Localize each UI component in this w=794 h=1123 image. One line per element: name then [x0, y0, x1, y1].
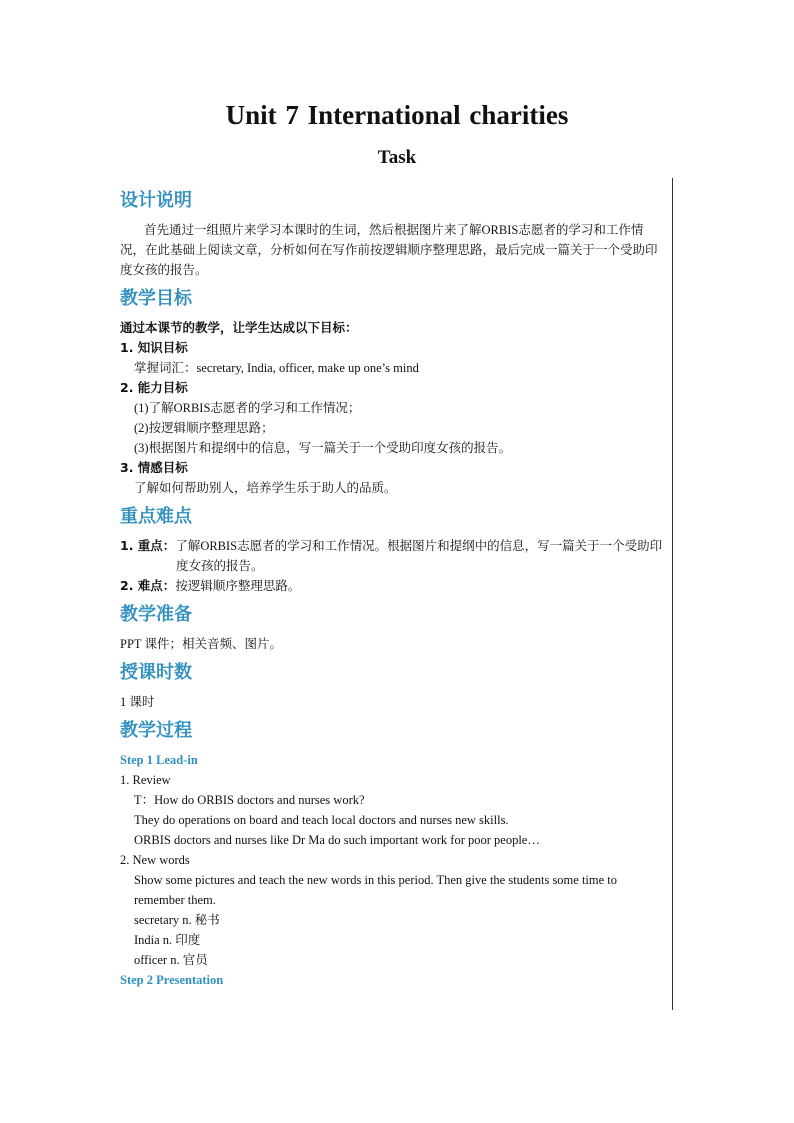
ability-title: 2. 能力目标 — [120, 380, 188, 395]
time-heading: 授课时数 — [120, 662, 192, 683]
goals-heading: 教学目标 — [120, 288, 192, 309]
ability-item: (3)根据图片和提纲中的信息，写一篇关于一个受助印度女孩的报告。 — [134, 441, 512, 455]
knowledge-title: 1. 知识目标 — [120, 340, 188, 355]
emotion-text: 了解如何帮助别人，培养学生乐于助人的品质。 — [134, 481, 397, 495]
step-2-title: Step 2 Presentation — [120, 973, 224, 987]
ability-item: (2)按逻辑顺序整理思路； — [134, 421, 274, 435]
review-title: 1. Review — [120, 773, 171, 787]
key-heading: 重点难点 — [120, 506, 192, 527]
vocab-item: secretary n. 秘书 — [134, 913, 220, 927]
time-text: 1 课时 — [120, 695, 155, 709]
step-1-title: Step 1 Lead-in — [120, 753, 198, 767]
prep-text: PPT 课件；相关音频、图片。 — [120, 637, 282, 651]
new-words-text: Show some pictures and teach the new words in this period. Then give the students some time to remember them. — [134, 873, 618, 907]
prep-heading: 教学准备 — [120, 604, 192, 625]
page-subtitle: Task — [377, 147, 417, 168]
knowledge-text: 掌握词汇：secretary, India, officer, make up one’s mind — [134, 361, 419, 375]
vocab-item: India n. 印度 — [134, 933, 201, 947]
page-title: Unit 7 International charities — [225, 100, 569, 130]
review-line: ORBIS doctors and nurses like Dr Ma do such important work for poor people… — [134, 833, 540, 847]
new-words-title: 2. New words — [120, 853, 190, 867]
lesson-content — [120, 188, 668, 990]
emotion-title: 3. 情感目标 — [120, 460, 188, 475]
difficulty-text: 按逻辑顺序整理思路。 — [175, 579, 301, 593]
review-line: T：How do ORBIS doctors and nurses work? — [134, 793, 365, 807]
key-text: 了解ORBIS志愿者的学习和工作情况。根据图片和提纲中的信息，写一篇关于一个受助印度女孩的报告。 — [175, 539, 663, 573]
review-line: They do operations on board and teach local doctors and nurses new skills. — [134, 813, 509, 827]
design-text: 首先通过一组照片来学习本课时的生词，然后根据图片来了解ORBIS志愿者的学习和工作情况，在此基础上阅读文章，分析如何在写作前按逻辑顺序整理思路，最后完成一篇关于一个受助印度女孩的报告。 — [120, 223, 658, 277]
process-heading: 教学过程 — [120, 720, 192, 741]
difficulty-point — [120, 576, 668, 596]
goals-intro: 通过本课节的教学，让学生达成以下目标： — [120, 320, 358, 335]
key-label: 1. 重点： — [120, 538, 176, 553]
design-heading: 设计说明 — [120, 190, 192, 211]
margin-divider — [672, 178, 673, 1010]
difficulty-label: 2. 难点： — [120, 578, 176, 593]
key-point — [120, 536, 668, 576]
ability-item: (1)了解ORBIS志愿者的学习和工作情况； — [134, 401, 361, 415]
vocab-item: officer n. 官员 — [134, 953, 208, 967]
